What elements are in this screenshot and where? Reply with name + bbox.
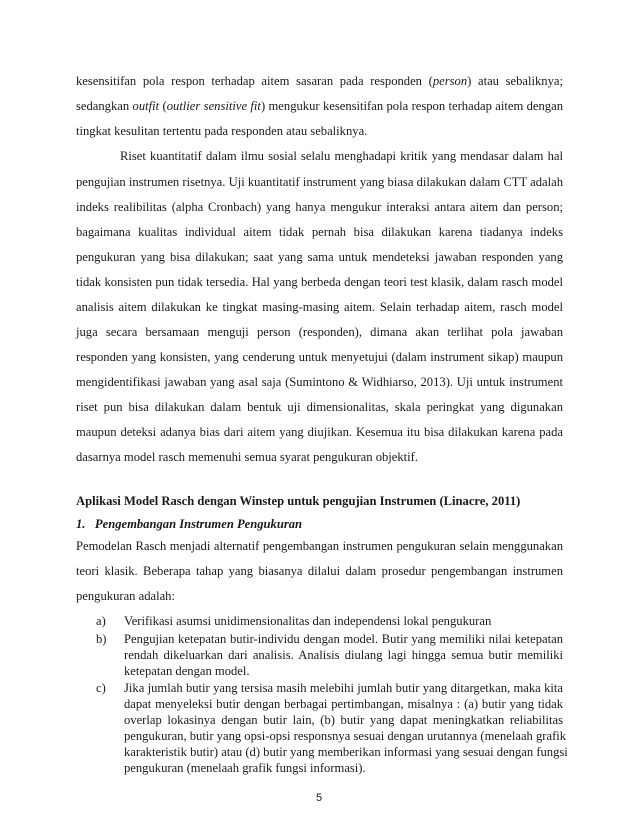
paragraph-line: riset pun bisa dilakukan dalam bentuk uji dimensionalitas, skala peringkat yang digunakan xyxy=(76,400,563,414)
paragraph-line: indeks realibilitas (alpha Cronbach) yang hanya mengukur interaksi antara aitem dan person; xyxy=(76,200,563,214)
paragraph-line: Pemodelan Rasch menjadi alternatif pengembangan instrumen pengukuran selain menggunakan xyxy=(76,539,563,553)
list-item-line: Jika jumlah butir yang tersisa masih melebihi jumlah butir yang ditargetkan, maka kita xyxy=(124,681,563,695)
list-item-line: pengukuran (menelaah grafik fungsi informasi). xyxy=(124,761,366,775)
paragraph-line: kesensitifan pola respon terhadap aitem sasaran pada responden (person) atau sebaliknya; xyxy=(76,74,563,88)
paragraph-line: analisis aitem dilakukan ke tingkat masing-masing aitem. Selain terhadap aitem, rasch model xyxy=(76,300,563,314)
list-item-line: ketepatan dengan model. xyxy=(124,664,250,678)
paragraph-line: tingkat kesulitan tertentu pada responden atau sebaliknya. xyxy=(76,124,368,138)
list-item-line: Pengujian ketepatan butir-individu dengan model. Butir yang memiliki nilai ketepatan xyxy=(124,632,563,646)
section-heading: Aplikasi Model Rasch dengan Winstep untuk pengujian Instrumen (Linacre, 2011) xyxy=(76,494,521,508)
list-item-line: pengukuran, butir yang opsi-opsi responsnya sesuai dengan urutannya (menelaah grafik xyxy=(124,729,567,743)
paragraph-line: teori klasik. Beberapa tahap yang biasanya dilalui dalam prosedur pengembangan instrumen xyxy=(76,564,563,578)
subsection-title: Pengembangan Instrumen Pengukuran xyxy=(94,517,303,531)
paragraph-line: maupun deteksi adanya bias dari aitem yang diujikan. Kesemua itu bisa dilakukan karena pada xyxy=(76,425,563,439)
document-page: kesensitifan pola respon terhadap aitem sasaran pada responden (person) atau sebaliknya; sedangkan outfit (outlier sensitive fit) mengukur kesensitifan pola respon terhadap aitem dengan tingkat kesulitan tertentu pada responden atau sebaliknya. Riset kuantitatif dalam ilmu sosial selalu menghadapi kritik yang mendasar dalam hal pengujian instrumen risetnya. Uji kuantitatif instrument yang biasa dilakukan dalam CTT adalah indeks realibilitas (alpha Cronbach) yang hanya mengukur interaksi antara aitem dan person; bagaimana kualitas individual aitem tidak pernah bisa dilakukan karena tiadanya indeks pengukuran yang bisa dilakukan; saat yang sama untuk mendeteksi jawaban responden yang tidak konsisten pun tidak tersedia. Hal yang berbeda dengan teori test klasik, dalam rasch model analisis aitem dilakukan ke tingkat masing-masing aitem. Selain terhadap aitem, rasch model juga secara bersamaan menguji person (responden), dimana akan terlihat pola jawaban responden yang konsisten, yang cenderung untuk menyetujui (dalam instrument sikap) maupun mengidentifikasi jawaban yang asal saja (Sumintono & Widhiarso, 2013). Uji untuk instrument riset pun bisa dilakukan dalam bentuk uji dimensionalitas, skala peringkat yang digunakan maupun deteksi adanya bias dari aitem yang diujikan. Kesemua itu bisa dilakukan karena pada dasarnya model rasch memenuhi semua syarat pengukuran objektif. Aplikasi Model Rasch dengan Winstep untuk pengujian Instrumen (Linacre, 2011) 1. Pengembangan Instrumen Pengukuran Pemodelan Rasch menjadi alternatif pengembangan instrumen pengukuran selain menggunakan teori klasik. Beberapa tahap yang biasanya dilalui dalam prosedur pengembangan instrumen pengukuran adalah: a) Verifikasi asumsi unidimensionalitas dan independensi lokal pengukuran b) Pengujian ketepatan butir-individu dengan model. Butir yang memiliki nilai ketepatan rendah dikeluarkan dari analisis. Analisis diulang lagi hingga semua butir memiliki ketepatan dengan model. c) Jika jumlah butir yang tersisa masih melebihi jumlah butir yang ditargetkan, maka kita dapat menyeleksi butir dengan berbagai pertimbangan, misalnya : (a) butir yang tidak overlap lokasinya dengan butir lain, (b) butir yang dapat meningkatkan reliabilitas pengukuran, butir yang opsi-opsi responsnya sesuai dengan urutannya (menelaah grafik karakteristik butir) atau (d) butir yang memberikan informasi yang sesuai dengan fungsi pengukuran (menelaah grafik fungsi informasi). 5 xyxy=(0,0,638,826)
list-item-line: Verifikasi asumsi unidimensionalitas dan independensi lokal pengukuran xyxy=(124,614,492,628)
paragraph-line: responden yang konsisten, yang cenderung untuk menyetujui (dalam instrument sikap) maupun xyxy=(76,350,563,364)
paragraph-line: Riset kuantitatif dalam ilmu sosial selalu menghadapi kritik yang mendasar dalam hal xyxy=(120,149,563,163)
paragraph-line: dasarnya model rasch memenuhi semua syarat pengukuran objektif. xyxy=(76,450,419,464)
paragraph-line: pengukuran adalah: xyxy=(76,589,175,603)
paragraph-line: pengujian instrumen risetnya. Uji kuantitatif instrument yang biasa dilakukan dalam CTT adalah xyxy=(76,175,563,189)
subsection-heading xyxy=(76,517,302,531)
list-item-line: rendah dikeluarkan dari analisis. Analisis diulang lagi hingga semua butir memiliki xyxy=(124,648,563,662)
list-item-line: karakteristik butir) atau (d) butir yang memberikan informasi yang sesuai dengan fungsi xyxy=(124,745,568,759)
page-number: 5 xyxy=(315,792,323,804)
paragraph-line: pengukuran yang bisa dilakukan; saat yang sama untuk mendeteksi jawaban responden yang xyxy=(76,250,563,264)
paragraph-line: tidak konsisten pun tidak tersedia. Hal yang berbeda dengan teori test klasik, dalam rasch model xyxy=(76,275,563,289)
list-item-line: dapat menyeleksi butir dengan berbagai pertimbangan, misalnya : (a) butir yang tidak xyxy=(124,697,563,711)
paragraph-line: bagaimana kualitas individual aitem tidak pernah bisa dilakukan karena tiadanya indeks xyxy=(76,225,563,239)
paragraph-line: juga secara bersamaan menguji person (responden), dimana akan terlihat pola jawaban xyxy=(76,325,563,339)
list-item-line: overlap lokasinya dengan butir lain, (b) butir yang dapat meningkatkan reliabilitas xyxy=(124,713,563,727)
subsection-number: 1. xyxy=(76,517,86,531)
paragraph-line: mengidentifikasi jawaban yang asal saja (Sumintono & Widhiarso, 2013). Uji untuk instrument xyxy=(76,375,563,389)
paragraph-line: sedangkan outfit (outlier sensitive fit) mengukur kesensitifan pola respon terhadap aitem dengan xyxy=(76,99,563,113)
